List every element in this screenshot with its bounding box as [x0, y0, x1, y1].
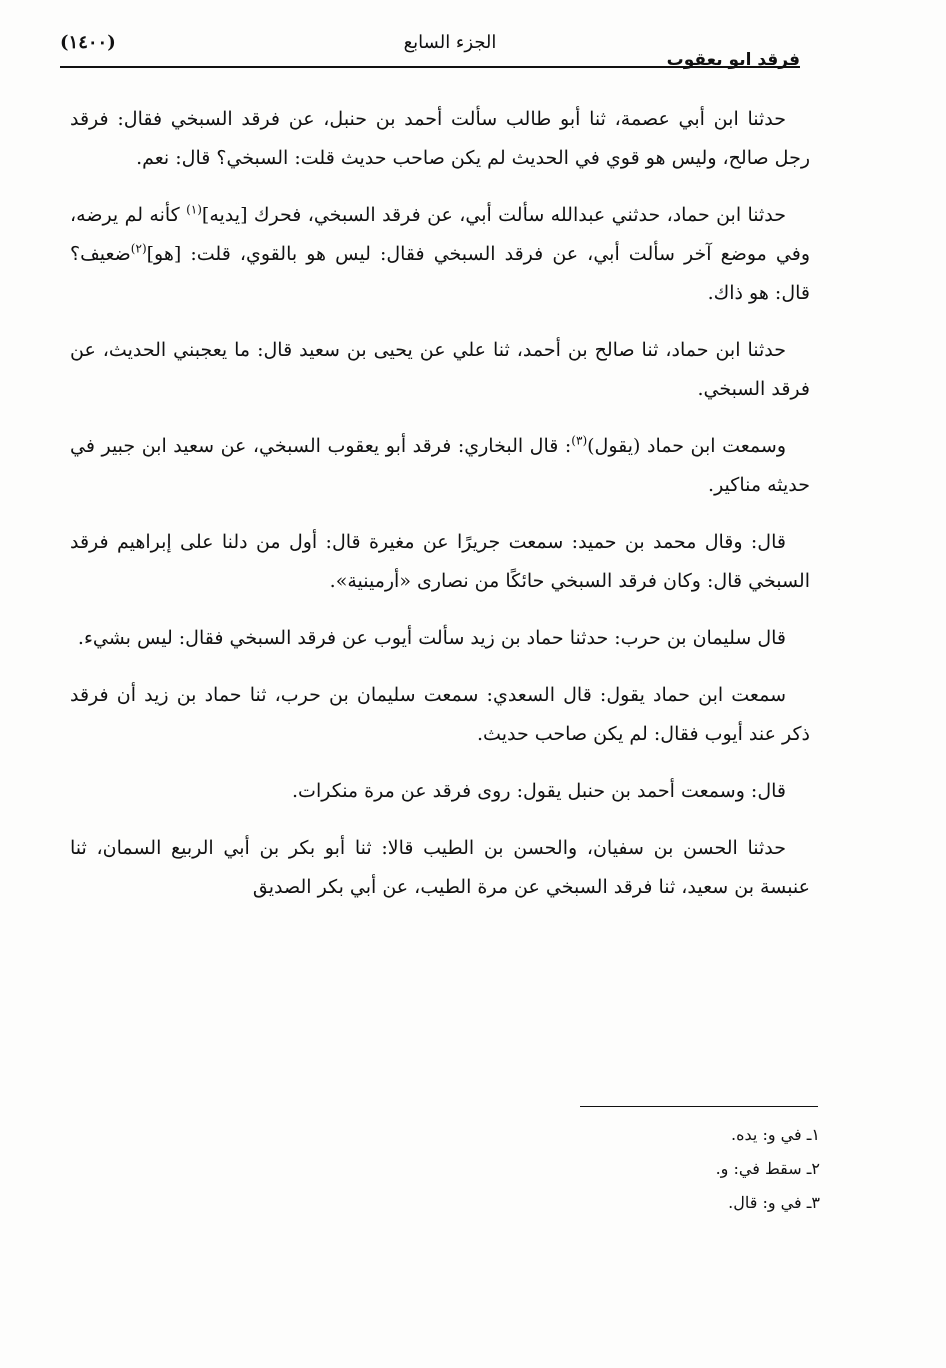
paragraph-text: : قال البخاري: فرقد أبو يعقوب السبخي، عن سعيد ابن جبير في حديثه مناكير. [70, 435, 810, 496]
paragraph-7 [70, 676, 810, 754]
paragraph-text: حدثنا ابن حماد، حدثني عبدالله سألت أبي، عن فرقد السبخي، فحرك [يديه] [201, 204, 786, 226]
footnote-rule [580, 1106, 818, 1107]
paragraph-5 [70, 523, 810, 601]
paragraph-text: ضعيف؟ قال: هو ذاك. [70, 243, 810, 304]
part-title: الجزء السابع [403, 32, 497, 53]
paragraph-text: سمعت ابن حماد يقول: قال السعدي: سمعت سليمان بن حرب، ثنا حماد بن زيد أن فرقد ذكر عند أيوب فقال: لم يكن صاحب حديث. [70, 684, 810, 745]
body-text [70, 100, 810, 925]
paragraph-4 [70, 427, 810, 505]
paragraph-text: حدثنا ابن أبي عصمة، ثنا أبو طالب سألت أحمد بن حنبل، عن فرقد السبخي فقال: فرقد رجل صالح، وليس هو قوي في الحديث لم يكن صاحب حديث قلت: السبخي؟ قال: نعم. [70, 108, 810, 169]
paragraph-text: قال سليمان بن حرب: حدثنا حماد بن زيد سألت أيوب عن فرقد السبخي فقال: ليس بشيء. [77, 627, 786, 649]
paragraph-2 [70, 196, 810, 313]
footnote-3: ٣ـ في و: قال. [728, 1193, 820, 1212]
footnote-1: ١ـ في و: يده. [731, 1125, 820, 1144]
paragraph-9 [70, 829, 810, 907]
paragraph-text: وسمعت ابن حماد (يقول) [587, 435, 786, 457]
footnote-marker-2[interactable]: (٢) [130, 241, 147, 256]
paragraph-6 [70, 619, 810, 658]
paragraph-text: حدثنا ابن حماد، ثنا صالح بن أحمد، ثنا علي عن يحيى بن سعيد قال: ما يعجبني الحديث، عن فرقد السبخي. [70, 339, 810, 400]
paragraph-text: قال: وسمعت أحمد بن حنبل يقول: روى فرقد عن مرة منكرات. [292, 780, 786, 802]
book-name-heading: فرقد ابو يعقوب [666, 50, 800, 70]
footnote-marker-3[interactable]: (٣) [571, 433, 588, 448]
footnotes [560, 1118, 820, 1220]
paragraph-8 [70, 772, 810, 811]
footnote-marker-1[interactable]: (١) [186, 202, 202, 217]
page-number: (١٤٠٠) [60, 32, 116, 53]
paragraph-1 [70, 100, 810, 178]
paragraph-text: قال: وقال محمد بن حميد: سمعت جريرًا عن مغيرة قال: أول من دلنا على إبراهيم فرقد السبخي قال: وكان فرقد السبخي حائكًا من نصارى «أرمينية». [70, 531, 810, 592]
paragraph-3 [70, 331, 810, 409]
running-header [60, 28, 800, 68]
paragraph-text: حدثنا الحسن بن سفيان، والحسن بن الطيب قالا: ثنا أبو بكر بن أبي الربيع السمان، ثنا عنبسة بن سعيد، ثنا فرقد السبخي عن مرة الطيب، عن أبي بكر الصديق [70, 837, 810, 898]
footnote-2: ٢ـ سقط في: و. [715, 1159, 820, 1178]
header-rule [60, 66, 800, 68]
paragraph-text: كأنه لم يرضه، وفي موضع آخر سألت أبي، عن فرقد السبخي فقال: ليس هو بالقوي، قلت: [هو] [70, 204, 810, 265]
